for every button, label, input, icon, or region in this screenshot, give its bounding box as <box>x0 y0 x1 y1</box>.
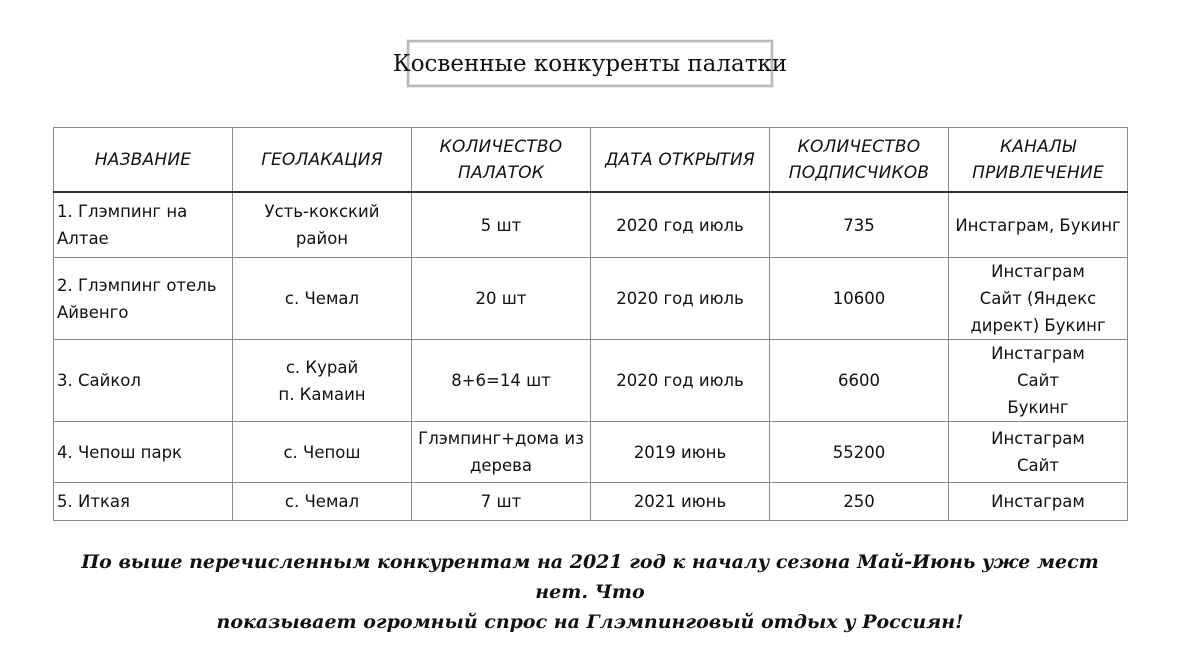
table-header-row <box>54 128 1128 193</box>
header-geo: ГЕОЛАКАЦИЯ <box>233 128 412 193</box>
header-opened: ДАТА ОТКРЫТИЯ <box>591 128 770 193</box>
cell-tents: 8+6=14 шт <box>412 340 591 422</box>
cell-channels <box>949 258 1128 340</box>
title-box <box>392 40 788 87</box>
channel-line: Инстаграм <box>991 429 1085 448</box>
cell-tents: Глэмпинг+дома из дерева <box>412 422 591 483</box>
geo-line: район <box>295 229 349 248</box>
cell-name: 5. Иткая <box>54 483 233 521</box>
cell-opened: 2021 июнь <box>591 483 770 521</box>
channel-line: Инстаграм <box>991 344 1085 363</box>
cell-name: 4. Чепош парк <box>54 422 233 483</box>
conclusion-line-2: показывает огромный спрос на Глэмпинговый отдых у Россиян! <box>216 611 964 633</box>
table-row <box>54 258 1128 340</box>
geo-line: п. Камаин <box>278 384 366 404</box>
table-row <box>54 192 1128 258</box>
cell-opened: 2020 год июль <box>591 192 770 258</box>
geo-line: с. Чепош <box>283 442 361 462</box>
cell-tents: 5 шт <box>412 192 591 258</box>
channel-line: Инстаграм, Букинг <box>955 215 1121 235</box>
geo-line: с. Чемал <box>284 492 360 511</box>
channel-line: Инстаграм <box>991 262 1085 281</box>
header-subscribers: КОЛИЧЕСТВО ПОДПИСЧИКОВ <box>770 128 949 193</box>
cell-tents: 20 шт <box>412 258 591 340</box>
cell-channels <box>949 483 1128 521</box>
cell-subscribers: 735 <box>770 192 949 258</box>
cell-name: 3. Сайкол <box>54 340 233 422</box>
conclusion-line-1: По выше перечисленным конкурентам на 2021 год к началу сезона Май-Июнь уже мест нет. Что <box>81 551 1099 603</box>
cell-subscribers: 250 <box>770 483 949 521</box>
channel-line: Инстаграм <box>991 492 1085 511</box>
cell-name: 2. Глэмпинг отель Айвенго <box>54 258 233 340</box>
cell-geo <box>233 258 412 340</box>
cell-subscribers: 55200 <box>770 422 949 483</box>
cell-channels <box>949 422 1128 483</box>
cell-channels <box>949 192 1128 258</box>
geo-line: с. Чемал <box>284 289 360 308</box>
conclusion-text <box>60 547 1120 637</box>
cell-opened: 2019 июнь <box>591 422 770 483</box>
cell-geo <box>233 483 412 521</box>
table-row <box>54 340 1128 422</box>
channel-line: директ) Букинг <box>970 316 1106 335</box>
table-row <box>54 483 1128 521</box>
cell-name: 1. Глэмпинг на Алтае <box>54 192 233 258</box>
cell-tents: 7 шт <box>412 483 591 521</box>
cell-channels <box>949 340 1128 422</box>
table-row <box>54 422 1128 483</box>
channel-line: Сайт <box>1017 456 1059 475</box>
cell-geo <box>233 340 412 422</box>
header-channels: КАНАЛЫ ПРИВЛЕЧЕНИЕ <box>949 128 1128 193</box>
competitors-table <box>53 127 1128 521</box>
cell-geo <box>233 422 412 483</box>
geo-line: Усть-кокский <box>264 202 380 221</box>
channel-line: Сайт <box>1017 371 1059 390</box>
cell-subscribers: 10600 <box>770 258 949 340</box>
page-title: Косвенные конкуренты палатки <box>392 50 788 77</box>
header-name: НАЗВАНИЕ <box>54 128 233 193</box>
cell-opened: 2020 год июль <box>591 258 770 340</box>
cell-geo <box>233 192 412 258</box>
channel-line: Сайт (Яндекс <box>979 289 1097 308</box>
cell-subscribers: 6600 <box>770 340 949 422</box>
channel-line: Букинг <box>1007 398 1069 417</box>
cell-opened: 2020 год июль <box>591 340 770 422</box>
header-tents: КОЛИЧЕСТВО ПАЛАТОК <box>412 128 591 193</box>
geo-line: с. Курай <box>285 357 359 377</box>
